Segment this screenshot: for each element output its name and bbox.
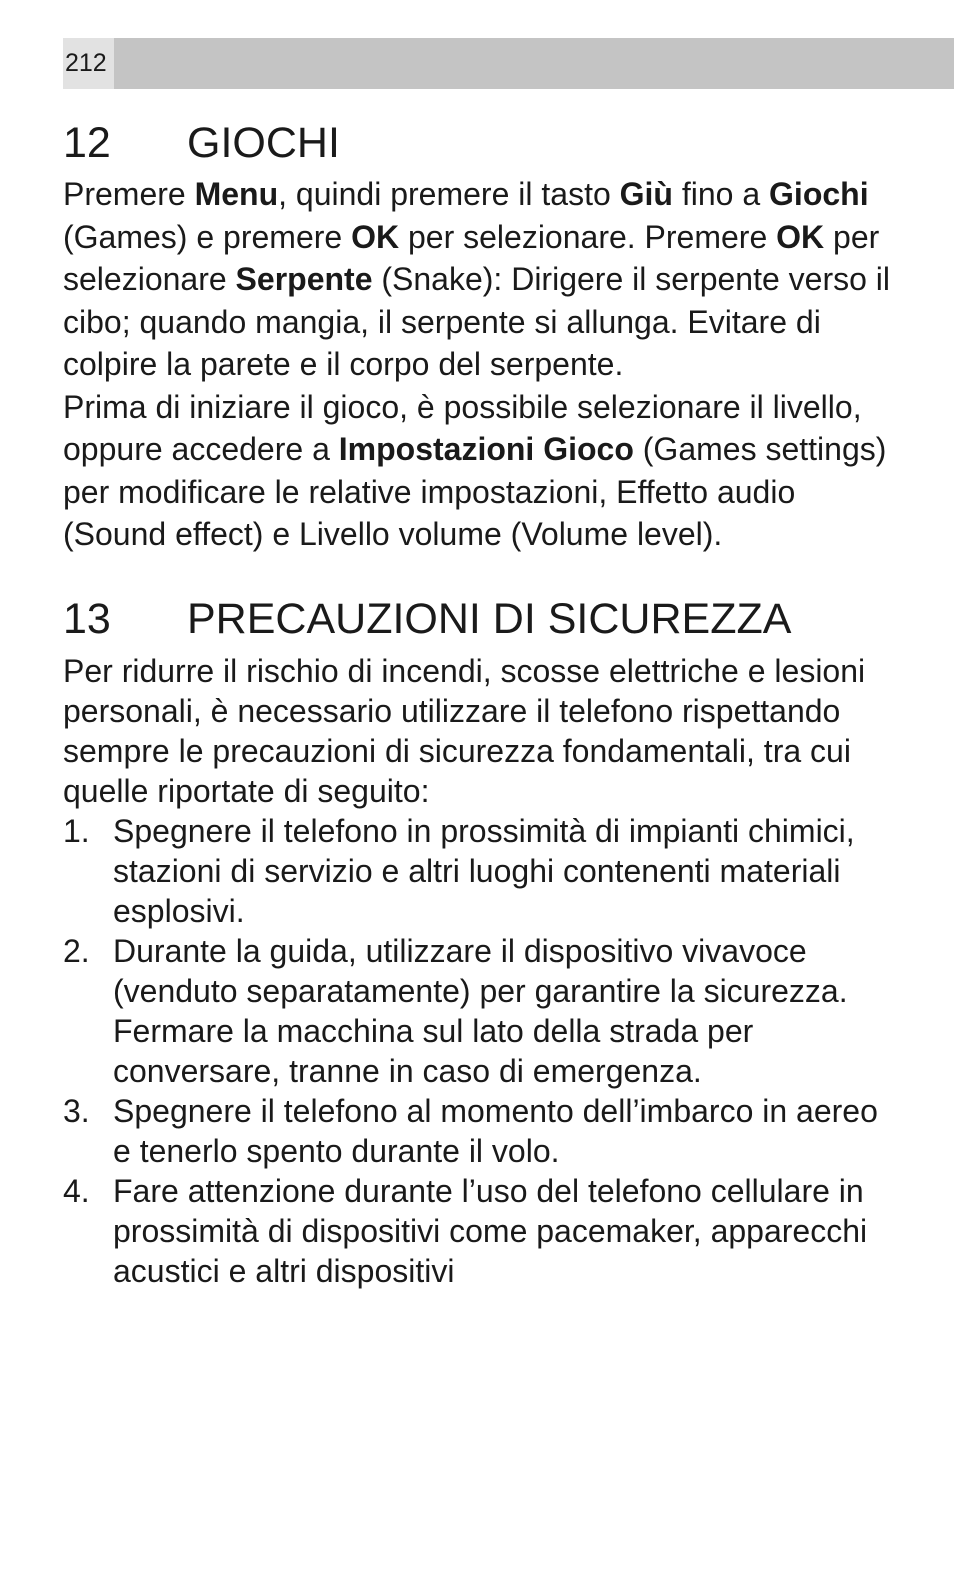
list-marker: 4. [63, 1172, 90, 1209]
list-item [63, 811, 893, 931]
page-content [63, 113, 893, 1291]
section-games [63, 113, 893, 556]
section-heading [63, 113, 893, 173]
list-item [63, 931, 893, 1091]
list-marker: 2. [63, 932, 90, 969]
list-item-text: Spegnere il telefono al momento dell’imbarco in aereo e tenerlo spento durante il volo. [113, 1092, 878, 1169]
section-safety-precautions [63, 589, 893, 1291]
list-item-text: Spegnere il telefono in prossimità di impianti chimici, stazioni di servizio e altri luoghi contenenti materiali esplosivi. [113, 812, 855, 929]
section-number: 13 [63, 594, 111, 643]
section-number: 12 [63, 119, 111, 167]
section-title: GIOCHI [187, 119, 340, 167]
section-heading [63, 589, 893, 649]
list-marker: 1. [63, 812, 90, 849]
list-item [63, 1171, 893, 1291]
list-item-text: Durante la guida, utilizzare il dispositivo vivavoce (venduto separatamente) per garantire la sicurezza. Fermare la macchina sul lato della strada per conversare, tranne in caso di emergenza. [113, 932, 848, 1089]
page-number: 212 [63, 38, 114, 89]
safety-list [63, 811, 893, 1291]
games-paragraph-2: Prima di iniziare il gioco, è possibile selezionare il livello, oppure accedere a Impostazioni Gioco (Games settings) per modificare le relative impostazioni, Effetto audio (Sound effect) e Livello volume (Volume level). [63, 388, 887, 552]
list-marker: 3. [63, 1092, 90, 1129]
safety-intro: Per ridurre il rischio di incendi, scosse elettriche e lesioni personali, è necessario utilizzare il telefono rispettando sempre le precauzioni di sicurezza fondamentali, tra cui quelle riportate di seguito: [63, 652, 866, 809]
page-header-bar [63, 38, 954, 89]
games-paragraph-1: Premere Menu, quindi premere il tasto Giù fino a Giochi (Games) e premere OK per selezionare. Premere OK per selezionare Serpente (Snake): Dirigere il serpente verso il cibo; quando mangia, il serpente si allunga. Evitare di colpire la parete e il corpo del serpente. [63, 176, 891, 382]
section-title: PRECAUZIONI DI SICUREZZA [187, 594, 792, 643]
list-item [63, 1091, 893, 1171]
list-item-text: Fare attenzione durante l’uso del telefono cellulare in prossimità di dispositivi come pacemaker, apparecchi acustici e altri dispositivi [113, 1172, 868, 1289]
